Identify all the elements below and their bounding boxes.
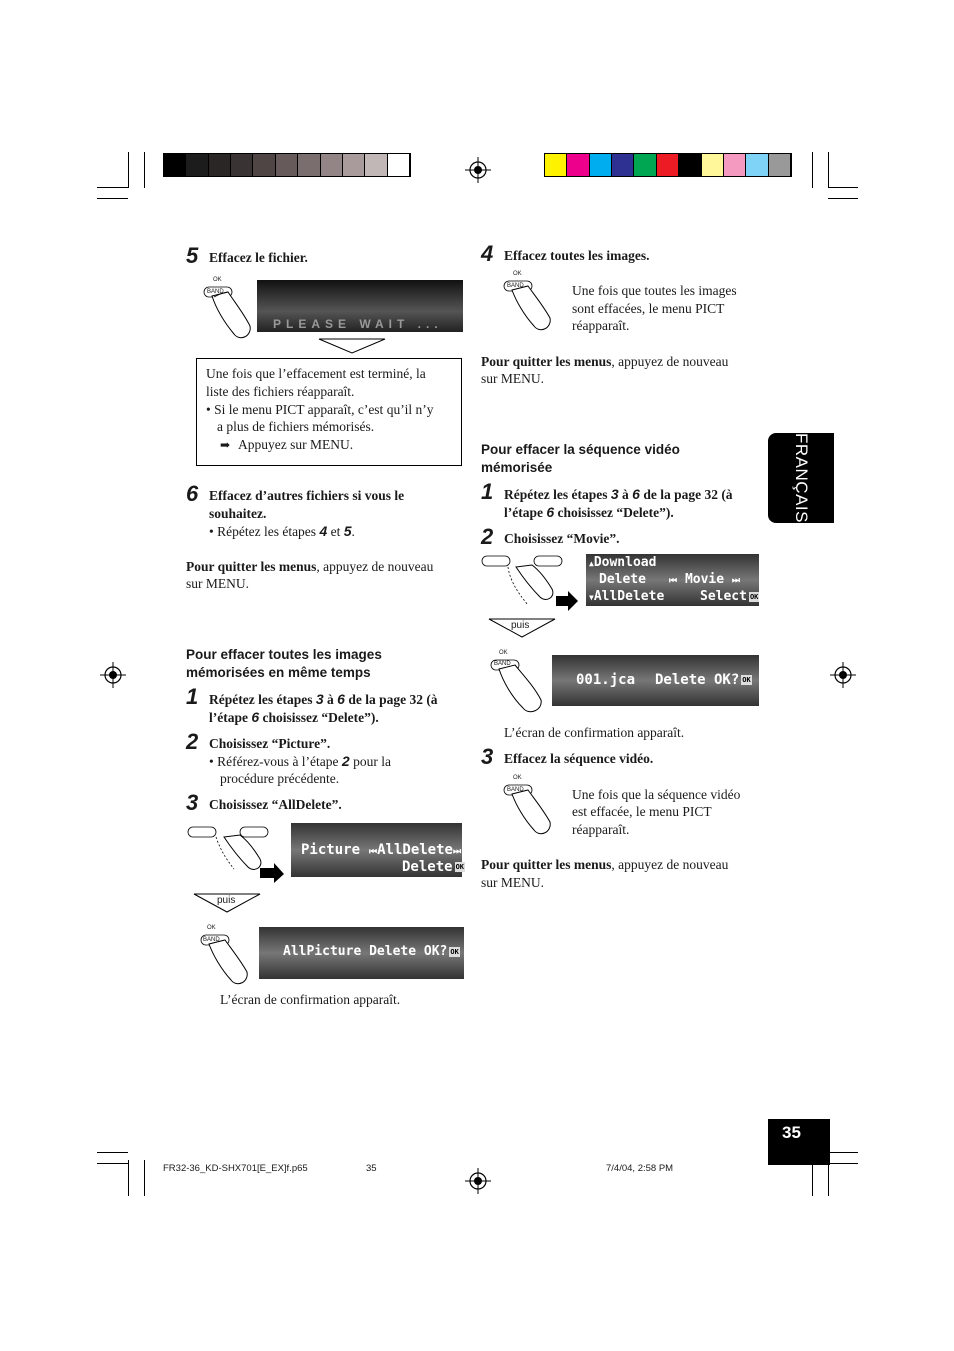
info-box (196, 358, 462, 466)
step-description: réapparaît. (572, 318, 630, 333)
gray-swatch (253, 154, 275, 176)
lcd-row-text: AllDelete (593, 589, 665, 604)
crop-mark (828, 187, 858, 188)
lcd-display-picture (291, 823, 465, 877)
ok-icon: OK (455, 863, 465, 871)
lcd-right1 (669, 572, 740, 587)
quit-instruction (186, 558, 433, 576)
color-swatch (590, 154, 612, 176)
step-note-cont: procédure précédente. (220, 771, 340, 786)
band-button: BAND (507, 283, 524, 289)
note-text: . (351, 524, 355, 539)
step-ref: 2 (341, 753, 350, 769)
down-arrow-icon: ▼ (589, 593, 594, 602)
ok-label: OK (207, 925, 216, 931)
crop-mark (828, 152, 829, 188)
section-heading-cont: mémorisée (481, 460, 553, 475)
t: pour la (349, 754, 391, 769)
ok-icon: OK (749, 592, 759, 601)
ok-label: OK (213, 277, 222, 283)
step-ref: 6 (632, 486, 640, 502)
step-title (209, 690, 438, 709)
color-swatch (612, 154, 634, 176)
crop-mark (97, 1163, 128, 1164)
arrow-icon: ➡ (220, 438, 231, 452)
gray-swatch (365, 154, 387, 176)
info-bullet: • Si le menu PICT apparaît, c’est qu’il n’y (206, 402, 434, 417)
note-text: et (327, 524, 344, 539)
gray-swatch (388, 154, 410, 176)
ok-label: OK (499, 650, 508, 656)
t: • Référez-vous à l’étape (209, 754, 342, 769)
quit-instruction-cont: sur MENU. (186, 576, 249, 591)
step-number: 2 (481, 524, 494, 549)
color-swatch (679, 154, 701, 176)
gray-swatch (276, 154, 298, 176)
grayscale-color-bar (163, 153, 411, 177)
step-description: est effacée, le menu PICT (572, 804, 712, 819)
step-number: 4 (481, 241, 494, 266)
skip-forward-icon: ⏭ (452, 847, 462, 857)
lcd-file: 001.jca (576, 672, 636, 688)
language-side-tab (768, 433, 834, 523)
finger-press-icon (197, 925, 253, 991)
gray-swatch (298, 154, 320, 176)
t: à (323, 692, 338, 707)
t: Répétez les étapes (504, 487, 611, 502)
crop-mark (128, 1160, 129, 1196)
step-number: 5 (186, 243, 199, 268)
step-title: Choisissez “Picture”. (209, 736, 331, 751)
color-swatch (769, 154, 791, 176)
step-number: 1 (481, 479, 494, 504)
color-swatch (724, 154, 746, 176)
step-title: Choisissez “Movie”. (504, 531, 620, 546)
step-ref: 3 (610, 486, 619, 502)
ok-icon: OK (742, 676, 751, 684)
step-description: Une fois que la séquence vidéo (572, 787, 741, 802)
crop-mark (828, 1152, 858, 1153)
lcd-row: Delete (599, 572, 646, 587)
finger-press-icon (200, 276, 256, 346)
band-button: BAND (207, 289, 224, 295)
step-description: Une fois que toutes les images (572, 283, 737, 298)
step-ref: 6 (337, 691, 345, 707)
note-step-ref: 5 (343, 523, 352, 539)
crop-mark (97, 1152, 128, 1153)
skip-forward-icon: ⏭ (731, 576, 741, 586)
page-number-box (768, 1119, 830, 1165)
t: à (618, 487, 633, 502)
ok-label: OK (513, 775, 522, 781)
step-note (209, 752, 391, 771)
swipe-gesture-icon (480, 553, 580, 613)
crop-mark (828, 1163, 858, 1164)
step-description: sont effacées, le menu PICT (572, 301, 725, 316)
footer-filename: FR32-36_KD-SHX701[E_EX]f.p65 (163, 1163, 308, 1174)
lcd-display-movie (586, 554, 759, 606)
info-bullet-cont: a plus de fichiers mémorisés. (217, 419, 375, 434)
color-swatch (634, 154, 656, 176)
skip-back-icon: ⏮ (369, 847, 378, 857)
step-note (209, 522, 355, 541)
quit-instruction (481, 353, 728, 371)
lcd-row (589, 589, 664, 604)
puis-label: puis (217, 895, 236, 906)
lcd-confirm-text: AllPicture Delete OK? (283, 944, 448, 959)
crop-mark (812, 1160, 813, 1196)
registration-mark-icon (830, 662, 856, 688)
t: de la page 32 (à (344, 692, 438, 707)
color-swatch (746, 154, 768, 176)
step-number: 6 (186, 481, 199, 506)
crop-mark (828, 198, 858, 199)
crop-mark (97, 187, 128, 188)
note-text: • Répétez les étapes (209, 524, 320, 539)
footer-page: 35 (366, 1163, 377, 1174)
color-swatch (545, 154, 567, 176)
band-button: BAND (507, 787, 524, 793)
section-heading-cont: mémorisées en même temps (186, 665, 371, 680)
t: choisissez “Delete”). (259, 710, 379, 725)
confirm-text: L’écran de confirmation apparaît. (220, 992, 401, 1007)
lcd-display-wait (257, 280, 463, 332)
step-title: Effacez toutes les images. (504, 248, 650, 263)
finger-press-icon (500, 270, 556, 336)
skip-back-icon: ⏮ (669, 576, 678, 586)
step-title: Effacez d’autres fichiers si vous le (209, 488, 405, 503)
band-button: BAND (494, 661, 511, 667)
ok-label: OK (513, 271, 522, 277)
crop-mark (828, 1160, 829, 1196)
quit-rest: , appuyez de nouveau (611, 857, 729, 872)
lcd-right2-text: Select (700, 589, 747, 604)
lcd-row-text: Download (593, 555, 657, 570)
step-title-cont (504, 503, 674, 522)
t: l’étape (209, 710, 252, 725)
t: de la page 32 (à (639, 487, 733, 502)
puis-label: puis (511, 620, 530, 631)
lcd-right1-text: AllDelete (377, 842, 453, 858)
quit-bold: Pour quitter les menus (481, 857, 612, 872)
step-number: 1 (186, 684, 199, 709)
lcd-confirm-text: Delete OK? (655, 672, 740, 688)
crop-mark (144, 152, 145, 188)
crop-mark (128, 152, 129, 188)
section-heading: Pour effacer toutes les images (186, 647, 382, 662)
down-arrow-icon (318, 338, 386, 354)
process-color-bar (544, 153, 792, 177)
confirm-text: L’écran de confirmation apparaît. (504, 725, 685, 740)
step-title (504, 485, 733, 504)
gray-swatch (186, 154, 208, 176)
step-description: réapparaît. (572, 822, 630, 837)
ok-icon: OK (450, 947, 459, 956)
finger-press-icon (500, 774, 556, 840)
up-arrow-icon: ▲ (589, 559, 594, 568)
lcd-display-delete-ok (552, 655, 759, 706)
t: Répétez les étapes (209, 692, 316, 707)
step-ref: 6 (251, 709, 260, 725)
page-number: 35 (782, 1123, 801, 1142)
step-title-cont: souhaitez. (209, 506, 267, 521)
t: choisissez “Delete”). (554, 505, 674, 520)
gray-swatch (321, 154, 343, 176)
lcd-confirm (283, 944, 460, 959)
step-ref: 6 (546, 504, 555, 520)
quit-bold: Pour quitter les menus (481, 354, 612, 369)
lcd-left: Picture (301, 842, 361, 858)
step-ref: 3 (315, 691, 324, 707)
info-line: Une fois que l’effacement est terminé, la (206, 366, 426, 381)
step-number: 3 (186, 790, 199, 815)
lcd-right2-text: Delete (402, 859, 453, 875)
registration-mark-icon (100, 662, 126, 688)
gray-swatch (343, 154, 365, 176)
gray-swatch (209, 154, 231, 176)
step-title: Choisissez “AllDelete”. (209, 797, 342, 812)
lcd-row (589, 555, 656, 570)
lcd-right2 (700, 589, 759, 604)
info-action: Appuyez sur MENU. (238, 437, 354, 452)
lcd-right1 (369, 842, 461, 858)
quit-instruction (481, 856, 728, 874)
quit-rest: , appuyez de nouveau (611, 354, 729, 369)
crop-mark (97, 198, 128, 199)
footer-date: 7/4/04, 2:58 PM (606, 1163, 674, 1174)
step-title: Effacez le fichier. (209, 250, 308, 265)
t: l’étape (504, 505, 547, 520)
lcd-display-allpicture (259, 927, 464, 979)
quit-bold: Pour quitter les menus (186, 559, 317, 574)
step-number: 3 (481, 744, 494, 769)
lcd-right2 (402, 859, 465, 875)
quit-rest: , appuyez de nouveau (316, 559, 434, 574)
registration-mark-icon (465, 157, 491, 183)
crop-mark (812, 152, 813, 188)
step-title-cont (209, 708, 379, 727)
quit-instruction-cont: sur MENU. (481, 371, 544, 386)
step-number: 2 (186, 729, 199, 754)
color-swatch (657, 154, 679, 176)
note-step-ref: 4 (319, 523, 328, 539)
crop-mark (144, 1160, 145, 1196)
registration-mark-icon (465, 1168, 491, 1194)
gray-swatch (231, 154, 253, 176)
info-line: liste des fichiers réapparaît. (206, 384, 355, 399)
lcd-right1-text: Movie (684, 572, 725, 587)
step-title: Effacez la séquence vidéo. (504, 751, 654, 766)
lcd-text: PLEASE WAIT ... (273, 317, 443, 331)
color-swatch (567, 154, 589, 176)
color-swatch (702, 154, 724, 176)
section-heading: Pour effacer la séquence vidéo (481, 442, 680, 457)
lcd-confirm (655, 672, 752, 688)
quit-instruction-cont: sur MENU. (481, 875, 544, 890)
language-label: FRANÇAIS (792, 433, 811, 523)
gray-swatch (164, 154, 186, 176)
band-button: BAND (203, 937, 220, 943)
swipe-gesture-icon (186, 823, 286, 883)
